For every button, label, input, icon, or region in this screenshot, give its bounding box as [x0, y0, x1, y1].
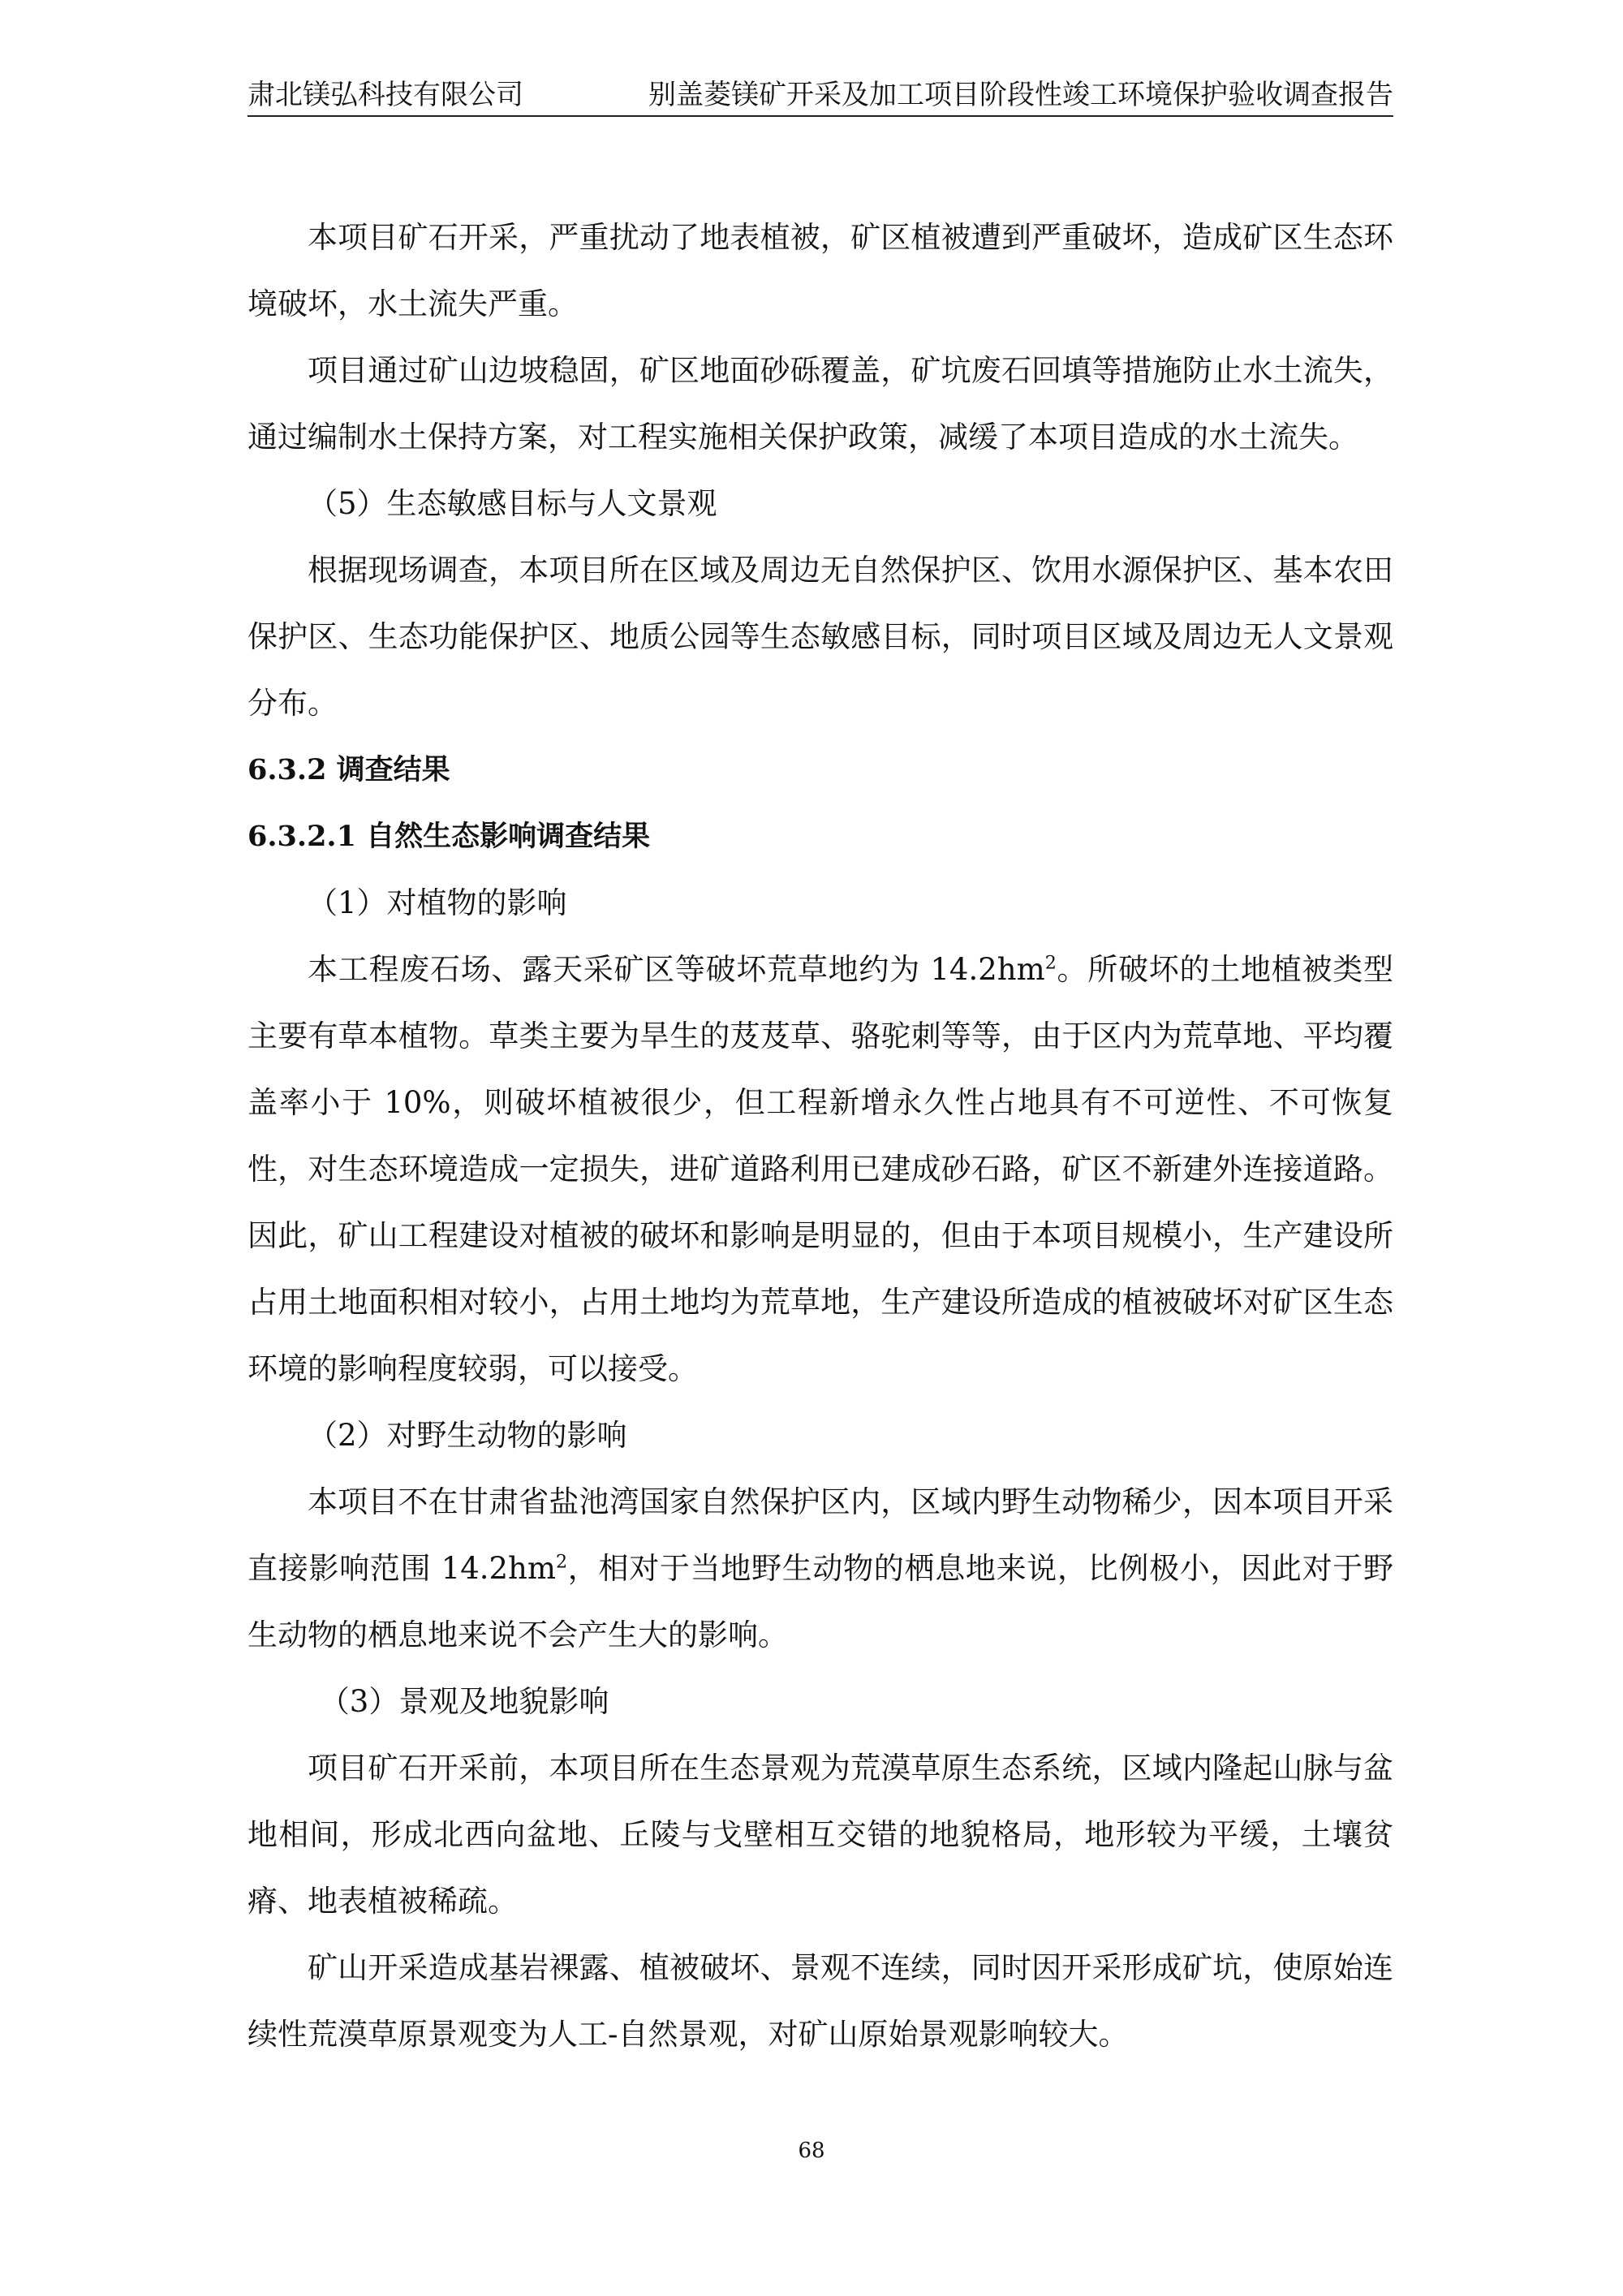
paragraph-plant-impact-part1: 本工程废石场、露天采矿区等破坏荒草地约为 14.2hm: [308, 952, 1045, 987]
paragraph-wildlife-impact-part2: ，相对于当地野生动物的栖息地来说，比例极小，因此对于野生动物的栖息地来说不会产生大的影响。: [248, 1551, 1394, 1652]
paragraph-mining-impact: 本项目矿石开采，严重扰动了地表植被，矿区植被遭到严重破坏，造成矿区生态环境破坏，水土流失严重。: [248, 220, 1393, 321]
header-company: 肃北镁弘科技有限公司: [248, 79, 523, 111]
page-body: [248, 205, 1393, 2068]
paragraph-site-survey: 根据现场调查，本项目所在区域及周边无自然保护区、饮用水源保护区、基本农田保护区、生态功能保护区、地质公园等生态敏感目标，同时项目区域及周边无人文景观分布。: [248, 553, 1393, 721]
page-header: [248, 75, 1393, 117]
paragraph-plant-impact-part2: 。所破坏的土地植被类型主要有草本植物。草类主要为旱生的芨芨草、骆驼刺等等，由于区内为荒草地、平均覆盖率小于 10%，则破坏植被很少，但工程新增永久性占地具有不可逆性、不可恢复性，对生态环境造成一定损失，进矿道路利用已建成砂石路，矿区不新建外连接道路。因此，矿山工程建设对植被的破坏和影响是明显的，但由于本项目规模小，生产建设所占用土地面积相对较小，占用土地均为荒草地，生产建设所造成的植被破坏对矿区生态环境的影响程度较弱，可以接受。: [248, 952, 1393, 1386]
paragraph-plant-impact: [248, 937, 1393, 1402]
paragraph-wildlife-impact-part1: 本项目不在甘肃省盐池湾国家自然保护区内，区域内野生动物稀少，因本项目开采直接影响范围 14.2hm: [248, 1484, 1393, 1586]
paragraph-landscape-after: 矿山开采造成基岩裸露、植被破坏、景观不连续，同时因开采形成矿坑，使原始连续性荒漠草原景观变为人工-自然景观，对矿山原始景观影响较大。: [248, 1950, 1393, 2052]
section-heading-6-3-2-1: 6.3.2.1 自然生态影响调查结果: [248, 820, 651, 853]
item-plant-impact: （1）对植物的影响: [308, 885, 567, 920]
paragraph-soil-erosion-measures: 项目通过矿山边坡稳固，矿区地面砂砾覆盖，矿坑废石回填等措施防止水土流失，通过编制水土保持方案，对工程实施相关保护政策，减缓了本项目造成的水土流失。: [248, 353, 1393, 454]
superscript-area-unit: 2: [1044, 952, 1057, 974]
page-number: 68: [798, 2139, 825, 2163]
item-landscape-impact: （3）景观及地貌影响: [319, 1684, 609, 1719]
item-wildlife-impact: （2）对野生动物的影响: [308, 1418, 627, 1453]
paragraph-landscape-before: 项目矿石开采前，本项目所在生态景观为荒漠草原生态系统，区域内隆起山脉与盆地相间，形成北西向盆地、丘陵与戈壁相互交错的地貌格局，地形较为平缓，土壤贫瘠、地表植被稀疏。: [248, 1751, 1393, 1919]
header-report-title: 别盖菱镁矿开采及加工项目阶段性竣工环境保护验收调查报告: [648, 79, 1393, 111]
section-heading-6-3-2: 6.3.2 调查结果: [248, 753, 450, 786]
item-sensitive-targets: （5）生态敏感目标与人文景观: [308, 486, 717, 521]
paragraph-wildlife-impact: [248, 1469, 1393, 1669]
superscript-area-unit: 2: [555, 1551, 568, 1573]
